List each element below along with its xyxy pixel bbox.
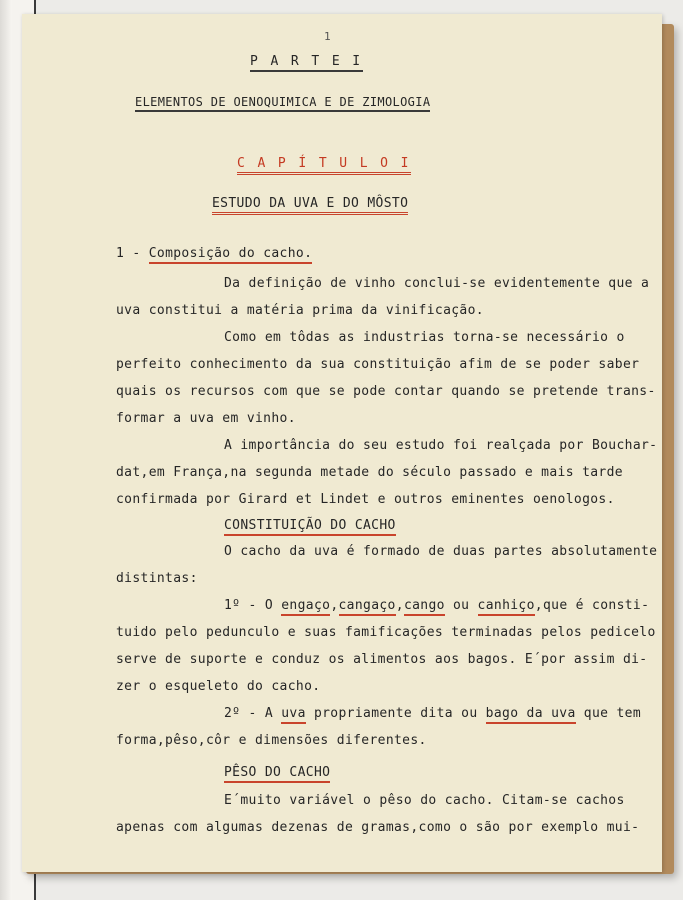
chapter-subtitle: ESTUDO DA UVA E DO MÔSTO [212,196,408,212]
item-2-line: 2º - A uva propriamente dita ou bago da uva que tem [224,706,641,722]
binding-fold [0,0,12,900]
text-line: tuido pelo pedunculo e suas famificações terminadas pelos pedicelo [116,625,656,640]
text-line: E´muito variável o pêso do cacho. Citam-se cachos [224,793,625,808]
text-line: dat,em França,na segunda metade do século passado e mais tarde [116,465,623,480]
text-line: Como em tôdas as industrias torna-se necessário o [224,330,625,345]
text-line: quais os recursos com que se pode contar quando se pretende trans- [116,384,656,399]
text-line: distintas: [116,571,198,586]
page-number: 1 [324,30,331,43]
text-line: forma,pêso,côr e dimensões diferentes. [116,733,427,748]
typed-page [22,14,662,872]
chapter-heading: C A P Í T U L O I [237,156,411,172]
text-line: formar a uva em vinho. [116,411,296,426]
section-heading: 1 - Composição do cacho. [116,246,312,262]
part-subtitle: ELEMENTOS DE OENOQUIMICA E DE ZIMOLOGIA [135,94,430,110]
text-line: confirmada por Girard et Lindet e outros eminentes oenologos. [116,492,615,507]
subheading-peso: PÊSO DO CACHO [224,765,330,781]
text-line: O cacho da uva é formado de duas partes absolutamente [224,544,658,559]
text-line: uva constitui a matéria prima da vinificação. [116,303,484,318]
text-line: A importância do seu estudo foi realçada por Bouchar- [224,438,658,453]
part-heading: P A R T E I [250,54,363,70]
text-line: perfeito conhecimento da sua constituição afim de se poder saber [116,357,640,372]
text-line: Da definição de vinho conclui-se evidentemente que a [224,276,650,291]
text-line: apenas com algumas dezenas de gramas,como o são por exemplo mui- [116,820,640,835]
text-line: serve de suporte e conduz os alimentos aos bagos. E´por assim di- [116,652,648,667]
subheading-constituicao: CONSTITUIÇÃO DO CACHO [224,518,396,534]
text-line: zer o esqueleto do cacho. [116,679,321,694]
item-1-line: 1º - O engaço,cangaço,cango ou canhiço,que é consti- [224,598,649,614]
